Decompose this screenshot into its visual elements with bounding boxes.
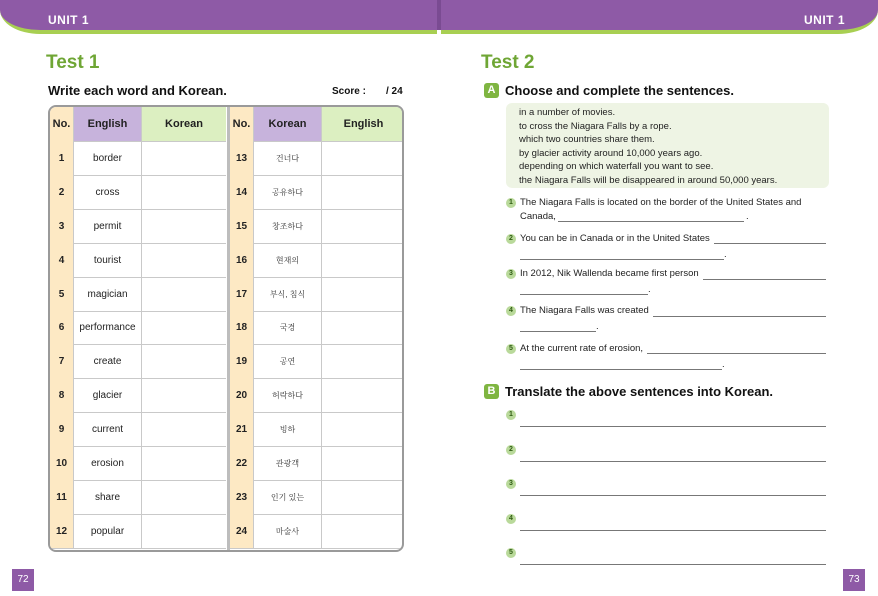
korean-word: 관광객 bbox=[254, 446, 322, 480]
table-row bbox=[50, 514, 226, 549]
row-number: 21 bbox=[230, 412, 254, 446]
translation-number: 4 bbox=[506, 514, 516, 524]
english-word: erosion bbox=[74, 446, 142, 480]
section-a-badge: A bbox=[484, 83, 499, 98]
answer-blank[interactable] bbox=[520, 294, 648, 295]
english-answer-cell[interactable] bbox=[322, 480, 404, 514]
answer-blank[interactable] bbox=[653, 316, 826, 317]
score-label: Score : bbox=[332, 86, 366, 97]
sentence-text: At the current rate of erosion, bbox=[520, 343, 644, 354]
table-row bbox=[230, 446, 404, 481]
test1-title: Test 1 bbox=[46, 52, 100, 73]
row-number: 13 bbox=[230, 141, 254, 175]
option: which two countries share them. bbox=[519, 134, 655, 145]
table-row bbox=[50, 480, 226, 515]
option: depending on which waterfall you want to see. bbox=[519, 161, 714, 172]
row-number: 5 bbox=[50, 277, 74, 311]
section-a-instruction: Choose and complete the sentences. bbox=[505, 83, 735, 98]
english-answer-cell[interactable] bbox=[322, 344, 404, 378]
table-row bbox=[230, 344, 404, 379]
right-page-number: 73 bbox=[843, 569, 865, 591]
row-number: 2 bbox=[50, 175, 74, 209]
korean-word: 건너다 bbox=[254, 141, 322, 175]
english-word: create bbox=[74, 344, 142, 378]
header-korean: Korean bbox=[142, 107, 226, 141]
sentence-end: . bbox=[722, 359, 725, 370]
table-row bbox=[50, 277, 226, 312]
english-word: performance bbox=[74, 310, 142, 344]
table-row bbox=[50, 243, 226, 278]
row-number: 4 bbox=[50, 243, 74, 277]
english-answer-cell[interactable] bbox=[322, 378, 404, 412]
options-box bbox=[506, 103, 829, 188]
row-number: 23 bbox=[230, 480, 254, 514]
row-number: 24 bbox=[230, 514, 254, 548]
row-number: 12 bbox=[50, 514, 74, 548]
left-unit-label: UNIT 1 bbox=[48, 13, 90, 27]
korean-answer-cell[interactable] bbox=[142, 277, 226, 311]
sentence-text: The Niagara Falls was created bbox=[520, 305, 649, 316]
header-korean: Korean bbox=[254, 107, 322, 141]
answer-blank[interactable] bbox=[520, 331, 596, 332]
answer-blank[interactable] bbox=[647, 353, 826, 354]
korean-answer-cell[interactable] bbox=[142, 209, 226, 243]
table-row bbox=[50, 175, 226, 210]
table-row bbox=[230, 209, 404, 244]
korean-answer-cell[interactable] bbox=[142, 175, 226, 209]
section-b-instruction: Translate the above sentences into Korean. bbox=[505, 384, 774, 399]
test1-instruction: Write each word and Korean. bbox=[48, 83, 227, 98]
english-word: border bbox=[74, 141, 142, 175]
korean-word: 빙하 bbox=[254, 412, 322, 446]
english-word: popular bbox=[74, 514, 142, 548]
translation-number: 5 bbox=[506, 548, 516, 558]
row-number: 9 bbox=[50, 412, 74, 446]
table-row bbox=[230, 514, 404, 549]
table-row bbox=[230, 310, 404, 345]
table-row bbox=[230, 480, 404, 515]
korean-word: 마술사 bbox=[254, 514, 322, 548]
answer-blank[interactable] bbox=[520, 259, 724, 260]
translation-number: 2 bbox=[506, 445, 516, 455]
table-row bbox=[50, 141, 226, 176]
korean-answer-cell[interactable] bbox=[142, 378, 226, 412]
sentence-number: 2 bbox=[506, 234, 516, 244]
row-number: 22 bbox=[230, 446, 254, 480]
vocab-table-right bbox=[227, 107, 404, 550]
row-number: 17 bbox=[230, 277, 254, 311]
row-number: 7 bbox=[50, 344, 74, 378]
row-number: 11 bbox=[50, 480, 74, 514]
table-row bbox=[230, 412, 404, 447]
english-answer-cell[interactable] bbox=[322, 175, 404, 209]
korean-answer-cell[interactable] bbox=[142, 310, 226, 344]
korean-answer-cell[interactable] bbox=[142, 480, 226, 514]
korean-word: 창조하다 bbox=[254, 209, 322, 243]
row-number: 3 bbox=[50, 209, 74, 243]
table-row bbox=[50, 344, 226, 379]
sentence-end: . bbox=[724, 249, 727, 260]
table-row bbox=[230, 175, 404, 210]
vocab-table-left bbox=[50, 107, 226, 550]
korean-word: 국경 bbox=[254, 310, 322, 344]
english-word: glacier bbox=[74, 378, 142, 412]
row-number: 14 bbox=[230, 175, 254, 209]
answer-blank[interactable] bbox=[520, 369, 722, 370]
sentence-number: 5 bbox=[506, 344, 516, 354]
korean-answer-cell[interactable] bbox=[142, 412, 226, 446]
sentence-text: You can be in Canada or in the United States bbox=[520, 233, 710, 244]
row-number: 16 bbox=[230, 243, 254, 277]
korean-answer-cell[interactable] bbox=[142, 514, 226, 548]
table-header-left bbox=[50, 107, 226, 142]
sentence-number: 1 bbox=[506, 198, 516, 208]
english-answer-cell[interactable] bbox=[322, 243, 404, 277]
row-number: 15 bbox=[230, 209, 254, 243]
english-word: permit bbox=[74, 209, 142, 243]
english-word: tourist bbox=[74, 243, 142, 277]
score-total: / 24 bbox=[386, 86, 403, 97]
table-row bbox=[50, 310, 226, 345]
korean-word: 공연 bbox=[254, 344, 322, 378]
translation-line[interactable] bbox=[520, 426, 826, 427]
row-number: 10 bbox=[50, 446, 74, 480]
korean-word: 공유하다 bbox=[254, 175, 322, 209]
sentence-text: In 2012, Nik Wallenda became first person bbox=[520, 268, 699, 279]
english-word: magician bbox=[74, 277, 142, 311]
english-answer-cell[interactable] bbox=[322, 277, 404, 311]
answer-blank[interactable] bbox=[703, 279, 826, 280]
sentence-number: 4 bbox=[506, 306, 516, 316]
vocab-table bbox=[48, 105, 404, 552]
right-unit-label: UNIT 1 bbox=[804, 13, 846, 27]
section-b-badge: B bbox=[484, 384, 499, 399]
option: in a number of movies. bbox=[519, 107, 616, 118]
korean-word: 현재의 bbox=[254, 243, 322, 277]
translation-line[interactable] bbox=[520, 564, 826, 565]
korean-answer-cell[interactable] bbox=[142, 344, 226, 378]
english-answer-cell[interactable] bbox=[322, 412, 404, 446]
table-row bbox=[50, 412, 226, 447]
translation-line[interactable] bbox=[520, 461, 826, 462]
translation-number: 1 bbox=[506, 410, 516, 420]
answer-blank[interactable] bbox=[558, 221, 744, 222]
row-number: 1 bbox=[50, 141, 74, 175]
korean-answer-cell[interactable] bbox=[142, 243, 226, 277]
header-english: English bbox=[322, 107, 404, 141]
english-answer-cell[interactable] bbox=[322, 141, 404, 175]
row-number: 6 bbox=[50, 310, 74, 344]
answer-blank[interactable] bbox=[714, 243, 826, 244]
table-row bbox=[230, 378, 404, 413]
header-english: English bbox=[74, 107, 142, 141]
header-no: No. bbox=[230, 107, 254, 141]
sentence-end: . bbox=[746, 211, 749, 222]
english-answer-cell[interactable] bbox=[322, 209, 404, 243]
sentence-number: 3 bbox=[506, 269, 516, 279]
row-number: 18 bbox=[230, 310, 254, 344]
option: by glacier activity around 10,000 years ago. bbox=[519, 148, 703, 159]
sentence-end: . bbox=[648, 284, 651, 295]
row-number: 20 bbox=[230, 378, 254, 412]
table-row bbox=[230, 141, 404, 176]
translation-number: 3 bbox=[506, 479, 516, 489]
sentence-end: . bbox=[596, 321, 599, 332]
english-answer-cell[interactable] bbox=[322, 514, 404, 548]
option: to cross the Niagara Falls by a rope. bbox=[519, 121, 672, 132]
sentence-cont: Canada, bbox=[520, 211, 556, 222]
korean-word: 허락하다 bbox=[254, 378, 322, 412]
table-row bbox=[230, 277, 404, 312]
row-number: 19 bbox=[230, 344, 254, 378]
translation-line[interactable] bbox=[520, 495, 826, 496]
test2-title: Test 2 bbox=[481, 52, 535, 73]
left-page-number: 72 bbox=[12, 569, 34, 591]
korean-word: 부식, 침식 bbox=[254, 277, 322, 311]
table-row bbox=[50, 209, 226, 244]
english-word: share bbox=[74, 480, 142, 514]
table-header-right bbox=[230, 107, 404, 142]
korean-answer-cell[interactable] bbox=[142, 141, 226, 175]
table-row bbox=[50, 378, 226, 413]
english-word: current bbox=[74, 412, 142, 446]
korean-word: 인기 있는 bbox=[254, 480, 322, 514]
option: the Niagara Falls will be disappeared in around 50,000 years. bbox=[519, 175, 778, 186]
english-word: cross bbox=[74, 175, 142, 209]
english-answer-cell[interactable] bbox=[322, 310, 404, 344]
table-row bbox=[230, 243, 404, 278]
translation-line[interactable] bbox=[520, 530, 826, 531]
english-answer-cell[interactable] bbox=[322, 446, 404, 480]
row-number: 8 bbox=[50, 378, 74, 412]
header-no: No. bbox=[50, 107, 74, 141]
table-row bbox=[50, 446, 226, 481]
sentence-text: The Niagara Falls is located on the border of the United States and bbox=[520, 197, 802, 208]
page-gutter bbox=[437, 0, 441, 30]
korean-answer-cell[interactable] bbox=[142, 446, 226, 480]
